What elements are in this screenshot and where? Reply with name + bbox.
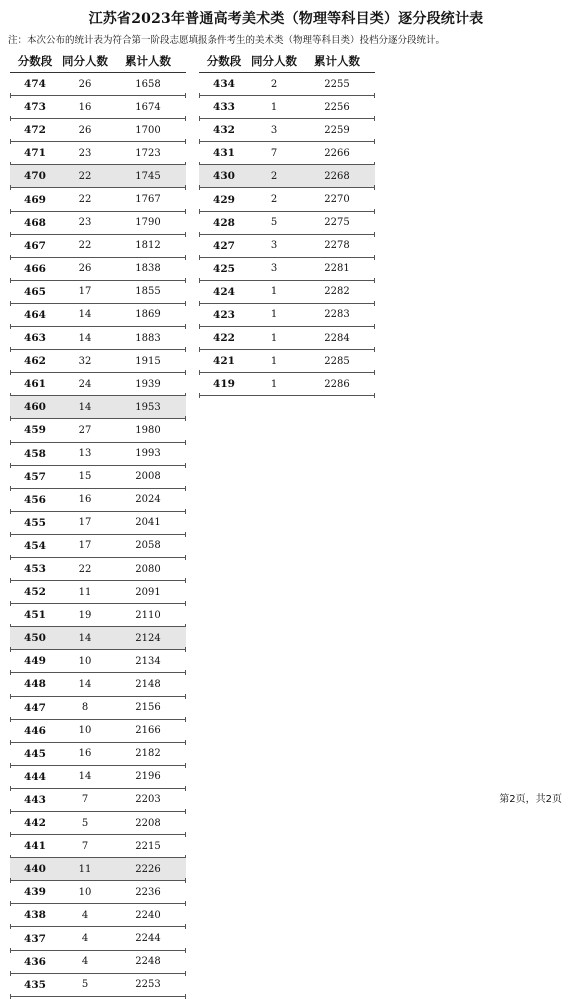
cell-same-count: 22 — [78, 194, 92, 206]
cell-score: 440 — [24, 863, 46, 876]
cell-cumulative: 2266 — [324, 147, 350, 159]
cell-score: 459 — [24, 424, 46, 437]
cell-score: 449 — [24, 655, 46, 668]
cell-score: 460 — [24, 401, 46, 414]
cell-same-count: 4 — [81, 956, 89, 968]
cell-same-count: 1 — [270, 309, 278, 321]
cell-cumulative: 2286 — [324, 378, 350, 390]
table-row — [10, 535, 186, 558]
cell-score: 472 — [24, 124, 46, 137]
table-row — [10, 881, 186, 904]
table-row — [10, 73, 186, 96]
cell-cumulative: 2008 — [135, 471, 161, 483]
header-score: 分数段 — [206, 54, 242, 68]
cell-same-count: 3 — [270, 240, 278, 252]
cell-same-count: 19 — [78, 609, 92, 621]
table-row — [199, 73, 375, 96]
score-table-left — [10, 50, 186, 997]
cell-cumulative: 2182 — [135, 748, 161, 760]
cell-score: 430 — [213, 170, 235, 183]
cell-same-count: 2 — [270, 78, 278, 90]
table-row — [10, 419, 186, 442]
cell-score: 469 — [24, 193, 46, 206]
table-row — [10, 673, 186, 696]
cell-same-count: 22 — [78, 563, 92, 575]
cell-cumulative: 1869 — [135, 309, 161, 321]
cell-same-count: 10 — [78, 886, 92, 898]
cell-same-count: 32 — [78, 355, 92, 367]
table-row — [10, 96, 186, 119]
table-row — [199, 350, 375, 373]
cell-cumulative: 2058 — [135, 540, 161, 552]
cell-score: 444 — [24, 770, 46, 783]
cell-same-count: 17 — [78, 540, 92, 552]
cell-same-count: 11 — [78, 586, 92, 598]
cell-score: 436 — [24, 955, 46, 968]
cell-cumulative: 2285 — [324, 355, 350, 367]
header-cumulative: 累计人数 — [125, 54, 171, 68]
cell-score: 419 — [213, 378, 235, 391]
cell-same-count: 14 — [78, 332, 92, 344]
cell-cumulative: 1838 — [135, 263, 161, 275]
cell-cumulative: 1767 — [135, 194, 161, 206]
table-header — [10, 50, 186, 73]
header-cumulative: 累计人数 — [314, 54, 360, 68]
table-row — [10, 373, 186, 396]
table-row — [10, 974, 186, 997]
cell-same-count: 4 — [81, 933, 89, 945]
table-note: 注：本次公布的统计表为符合第一阶段志愿填报条件考生的美术类（物理等科目类）投档分逐分段统计。 — [8, 35, 446, 46]
cell-same-count: 1 — [270, 378, 278, 390]
cell-same-count: 13 — [78, 448, 92, 460]
cell-score: 468 — [24, 216, 46, 229]
cell-cumulative: 1939 — [135, 378, 161, 390]
cell-cumulative: 2236 — [135, 886, 161, 898]
cell-score: 455 — [24, 516, 46, 529]
cell-same-count: 26 — [78, 263, 92, 275]
cell-cumulative: 2203 — [135, 794, 161, 806]
table-row — [199, 373, 375, 396]
cell-cumulative: 1883 — [135, 332, 161, 344]
cell-cumulative: 2281 — [324, 263, 350, 275]
table-row — [10, 489, 186, 512]
cell-cumulative: 1658 — [135, 78, 161, 90]
cell-same-count: 16 — [78, 748, 92, 760]
cell-score: 431 — [213, 147, 235, 160]
cell-score: 461 — [24, 378, 46, 391]
table-row — [199, 304, 375, 327]
cell-same-count: 3 — [270, 124, 278, 136]
cell-same-count: 1 — [270, 332, 278, 344]
table-row — [10, 119, 186, 142]
cell-score: 432 — [213, 124, 235, 137]
cell-same-count: 17 — [78, 517, 92, 529]
cell-cumulative: 1674 — [135, 101, 161, 113]
header-score: 分数段 — [17, 54, 53, 68]
table-row — [10, 835, 186, 858]
table-row — [199, 96, 375, 119]
cell-same-count: 5 — [270, 217, 278, 229]
cell-cumulative: 2156 — [135, 702, 161, 714]
table-row — [199, 188, 375, 211]
cell-cumulative: 2248 — [135, 956, 161, 968]
cell-cumulative: 2256 — [324, 101, 350, 113]
cell-score: 465 — [24, 285, 46, 298]
cell-same-count: 23 — [78, 217, 92, 229]
cell-cumulative: 2278 — [324, 240, 350, 252]
cell-cumulative: 2284 — [324, 332, 350, 344]
cell-same-count: 16 — [78, 494, 92, 506]
cell-score: 450 — [24, 632, 46, 645]
cell-cumulative: 2255 — [324, 78, 350, 90]
cell-same-count: 26 — [78, 124, 92, 136]
cell-same-count: 14 — [78, 309, 92, 321]
cell-score: 438 — [24, 909, 46, 922]
cell-same-count: 1 — [270, 286, 278, 298]
cell-cumulative: 2208 — [135, 817, 161, 829]
table-row — [10, 212, 186, 235]
cell-score: 457 — [24, 470, 46, 483]
cell-same-count: 23 — [78, 147, 92, 159]
cell-same-count: 3 — [270, 263, 278, 275]
cell-cumulative: 2124 — [135, 632, 161, 644]
table-row — [10, 281, 186, 304]
cell-cumulative: 2110 — [135, 609, 161, 621]
table-row — [10, 304, 186, 327]
cell-same-count: 4 — [81, 909, 89, 921]
cell-cumulative: 1993 — [135, 448, 161, 460]
cell-cumulative: 1855 — [135, 286, 161, 298]
cell-score: 445 — [24, 747, 46, 760]
cell-cumulative: 2148 — [135, 678, 161, 690]
page-title: 江苏省2023年普通高考美术类（物理等科目类）逐分段统计表 — [88, 11, 484, 27]
table-row — [10, 558, 186, 581]
cell-cumulative: 1812 — [135, 240, 161, 252]
cell-score: 462 — [24, 355, 46, 368]
cell-score: 429 — [213, 193, 235, 206]
table-row — [10, 188, 186, 211]
table-row — [10, 350, 186, 373]
cell-score: 435 — [24, 978, 46, 991]
table-row — [10, 142, 186, 165]
cell-same-count: 5 — [81, 979, 89, 991]
cell-cumulative: 2226 — [135, 863, 161, 875]
cell-same-count: 17 — [78, 286, 92, 298]
cell-cumulative: 2080 — [135, 563, 161, 575]
cell-score: 423 — [213, 308, 235, 321]
table-row — [199, 258, 375, 281]
cell-cumulative: 2024 — [135, 494, 161, 506]
cell-score: 433 — [213, 101, 235, 114]
cell-same-count: 7 — [81, 794, 89, 806]
table-row — [10, 927, 186, 950]
table-row — [10, 466, 186, 489]
cell-cumulative: 2253 — [135, 979, 161, 991]
cell-cumulative: 1790 — [135, 217, 161, 229]
cell-cumulative: 1745 — [135, 170, 161, 182]
cell-score: 422 — [213, 332, 235, 345]
cell-same-count: 16 — [78, 101, 92, 113]
table-row — [10, 512, 186, 535]
table-row — [199, 142, 375, 165]
cell-cumulative: 2282 — [324, 286, 350, 298]
cell-score: 470 — [24, 170, 46, 183]
cell-same-count: 10 — [78, 655, 92, 667]
table-row — [10, 812, 186, 835]
header-same-count: 同分人数 — [62, 54, 108, 68]
cell-cumulative: 1723 — [135, 147, 161, 159]
cell-score: 456 — [24, 493, 46, 506]
cell-cumulative: 2270 — [324, 194, 350, 206]
cell-score: 454 — [24, 539, 46, 552]
cell-cumulative: 2240 — [135, 909, 161, 921]
cell-score: 453 — [24, 563, 46, 576]
table-body-left — [10, 73, 186, 997]
cell-cumulative: 1980 — [135, 424, 161, 436]
cell-score: 446 — [24, 724, 46, 737]
table-header — [199, 50, 375, 73]
cell-cumulative: 2244 — [135, 933, 161, 945]
cell-cumulative: 2275 — [324, 217, 350, 229]
cell-cumulative: 2259 — [324, 124, 350, 136]
page-footer: 第2页，共2页 — [499, 794, 562, 805]
table-row — [10, 627, 186, 650]
cell-score: 421 — [213, 355, 235, 368]
cell-cumulative: 2215 — [135, 840, 161, 852]
cell-same-count: 15 — [78, 471, 92, 483]
header-same-count: 同分人数 — [251, 54, 297, 68]
table-row — [10, 581, 186, 604]
cell-score: 452 — [24, 586, 46, 599]
table-row — [199, 165, 375, 188]
cell-cumulative: 2283 — [324, 309, 350, 321]
cell-same-count: 2 — [270, 194, 278, 206]
cell-score: 473 — [24, 101, 46, 114]
cell-cumulative: 2196 — [135, 771, 161, 783]
table-row — [10, 766, 186, 789]
cell-cumulative: 2134 — [135, 655, 161, 667]
cell-same-count: 14 — [78, 632, 92, 644]
cell-score: 458 — [24, 447, 46, 460]
cell-score: 471 — [24, 147, 46, 160]
table-row — [199, 327, 375, 350]
cell-same-count: 14 — [78, 771, 92, 783]
cell-score: 434 — [213, 78, 235, 91]
table-row — [199, 235, 375, 258]
table-body-right — [199, 73, 375, 396]
cell-score: 467 — [24, 239, 46, 252]
cell-score: 441 — [24, 840, 46, 853]
cell-score: 466 — [24, 262, 46, 275]
cell-score: 448 — [24, 678, 46, 691]
table-row — [10, 789, 186, 812]
cell-score: 439 — [24, 886, 46, 899]
table-row — [10, 443, 186, 466]
cell-same-count: 2 — [270, 170, 278, 182]
table-row — [10, 720, 186, 743]
cell-score: 463 — [24, 332, 46, 345]
cell-score: 447 — [24, 701, 46, 714]
table-row — [10, 604, 186, 627]
cell-same-count: 24 — [78, 378, 92, 390]
cell-same-count: 22 — [78, 240, 92, 252]
table-row — [10, 904, 186, 927]
table-row — [10, 327, 186, 350]
cell-cumulative: 1700 — [135, 124, 161, 136]
cell-cumulative: 1915 — [135, 355, 161, 367]
cell-same-count: 1 — [270, 101, 278, 113]
cell-score: 443 — [24, 793, 46, 806]
cell-same-count: 11 — [78, 863, 92, 875]
cell-score: 425 — [213, 262, 235, 275]
table-row — [10, 258, 186, 281]
table-row — [199, 281, 375, 304]
cell-score: 442 — [24, 817, 46, 830]
cell-same-count: 14 — [78, 401, 92, 413]
cell-score: 428 — [213, 216, 235, 229]
cell-same-count: 10 — [78, 725, 92, 737]
score-table-right — [199, 50, 375, 396]
table-row — [10, 858, 186, 881]
cell-cumulative: 2268 — [324, 170, 350, 182]
cell-same-count: 26 — [78, 78, 92, 90]
table-row — [10, 235, 186, 258]
cell-score: 424 — [213, 285, 235, 298]
cell-same-count: 7 — [270, 147, 278, 159]
table-row — [10, 165, 186, 188]
cell-same-count: 1 — [270, 355, 278, 367]
cell-score: 474 — [24, 78, 46, 91]
cell-same-count: 8 — [81, 702, 89, 714]
cell-same-count: 7 — [81, 840, 89, 852]
cell-score: 451 — [24, 609, 46, 622]
cell-cumulative: 2091 — [135, 586, 161, 598]
table-row — [10, 951, 186, 974]
table-row — [199, 212, 375, 235]
table-row — [10, 697, 186, 720]
table-row — [10, 396, 186, 419]
cell-score: 437 — [24, 932, 46, 945]
cell-same-count: 5 — [81, 817, 89, 829]
cell-same-count: 22 — [78, 170, 92, 182]
cell-same-count: 14 — [78, 678, 92, 690]
table-row — [199, 119, 375, 142]
cell-cumulative: 1953 — [135, 401, 161, 413]
cell-same-count: 27 — [78, 424, 92, 436]
cell-score: 427 — [213, 239, 235, 252]
cell-score: 464 — [24, 308, 46, 321]
table-row — [10, 743, 186, 766]
cell-cumulative: 2166 — [135, 725, 161, 737]
table-row — [10, 650, 186, 673]
cell-cumulative: 2041 — [135, 517, 161, 529]
